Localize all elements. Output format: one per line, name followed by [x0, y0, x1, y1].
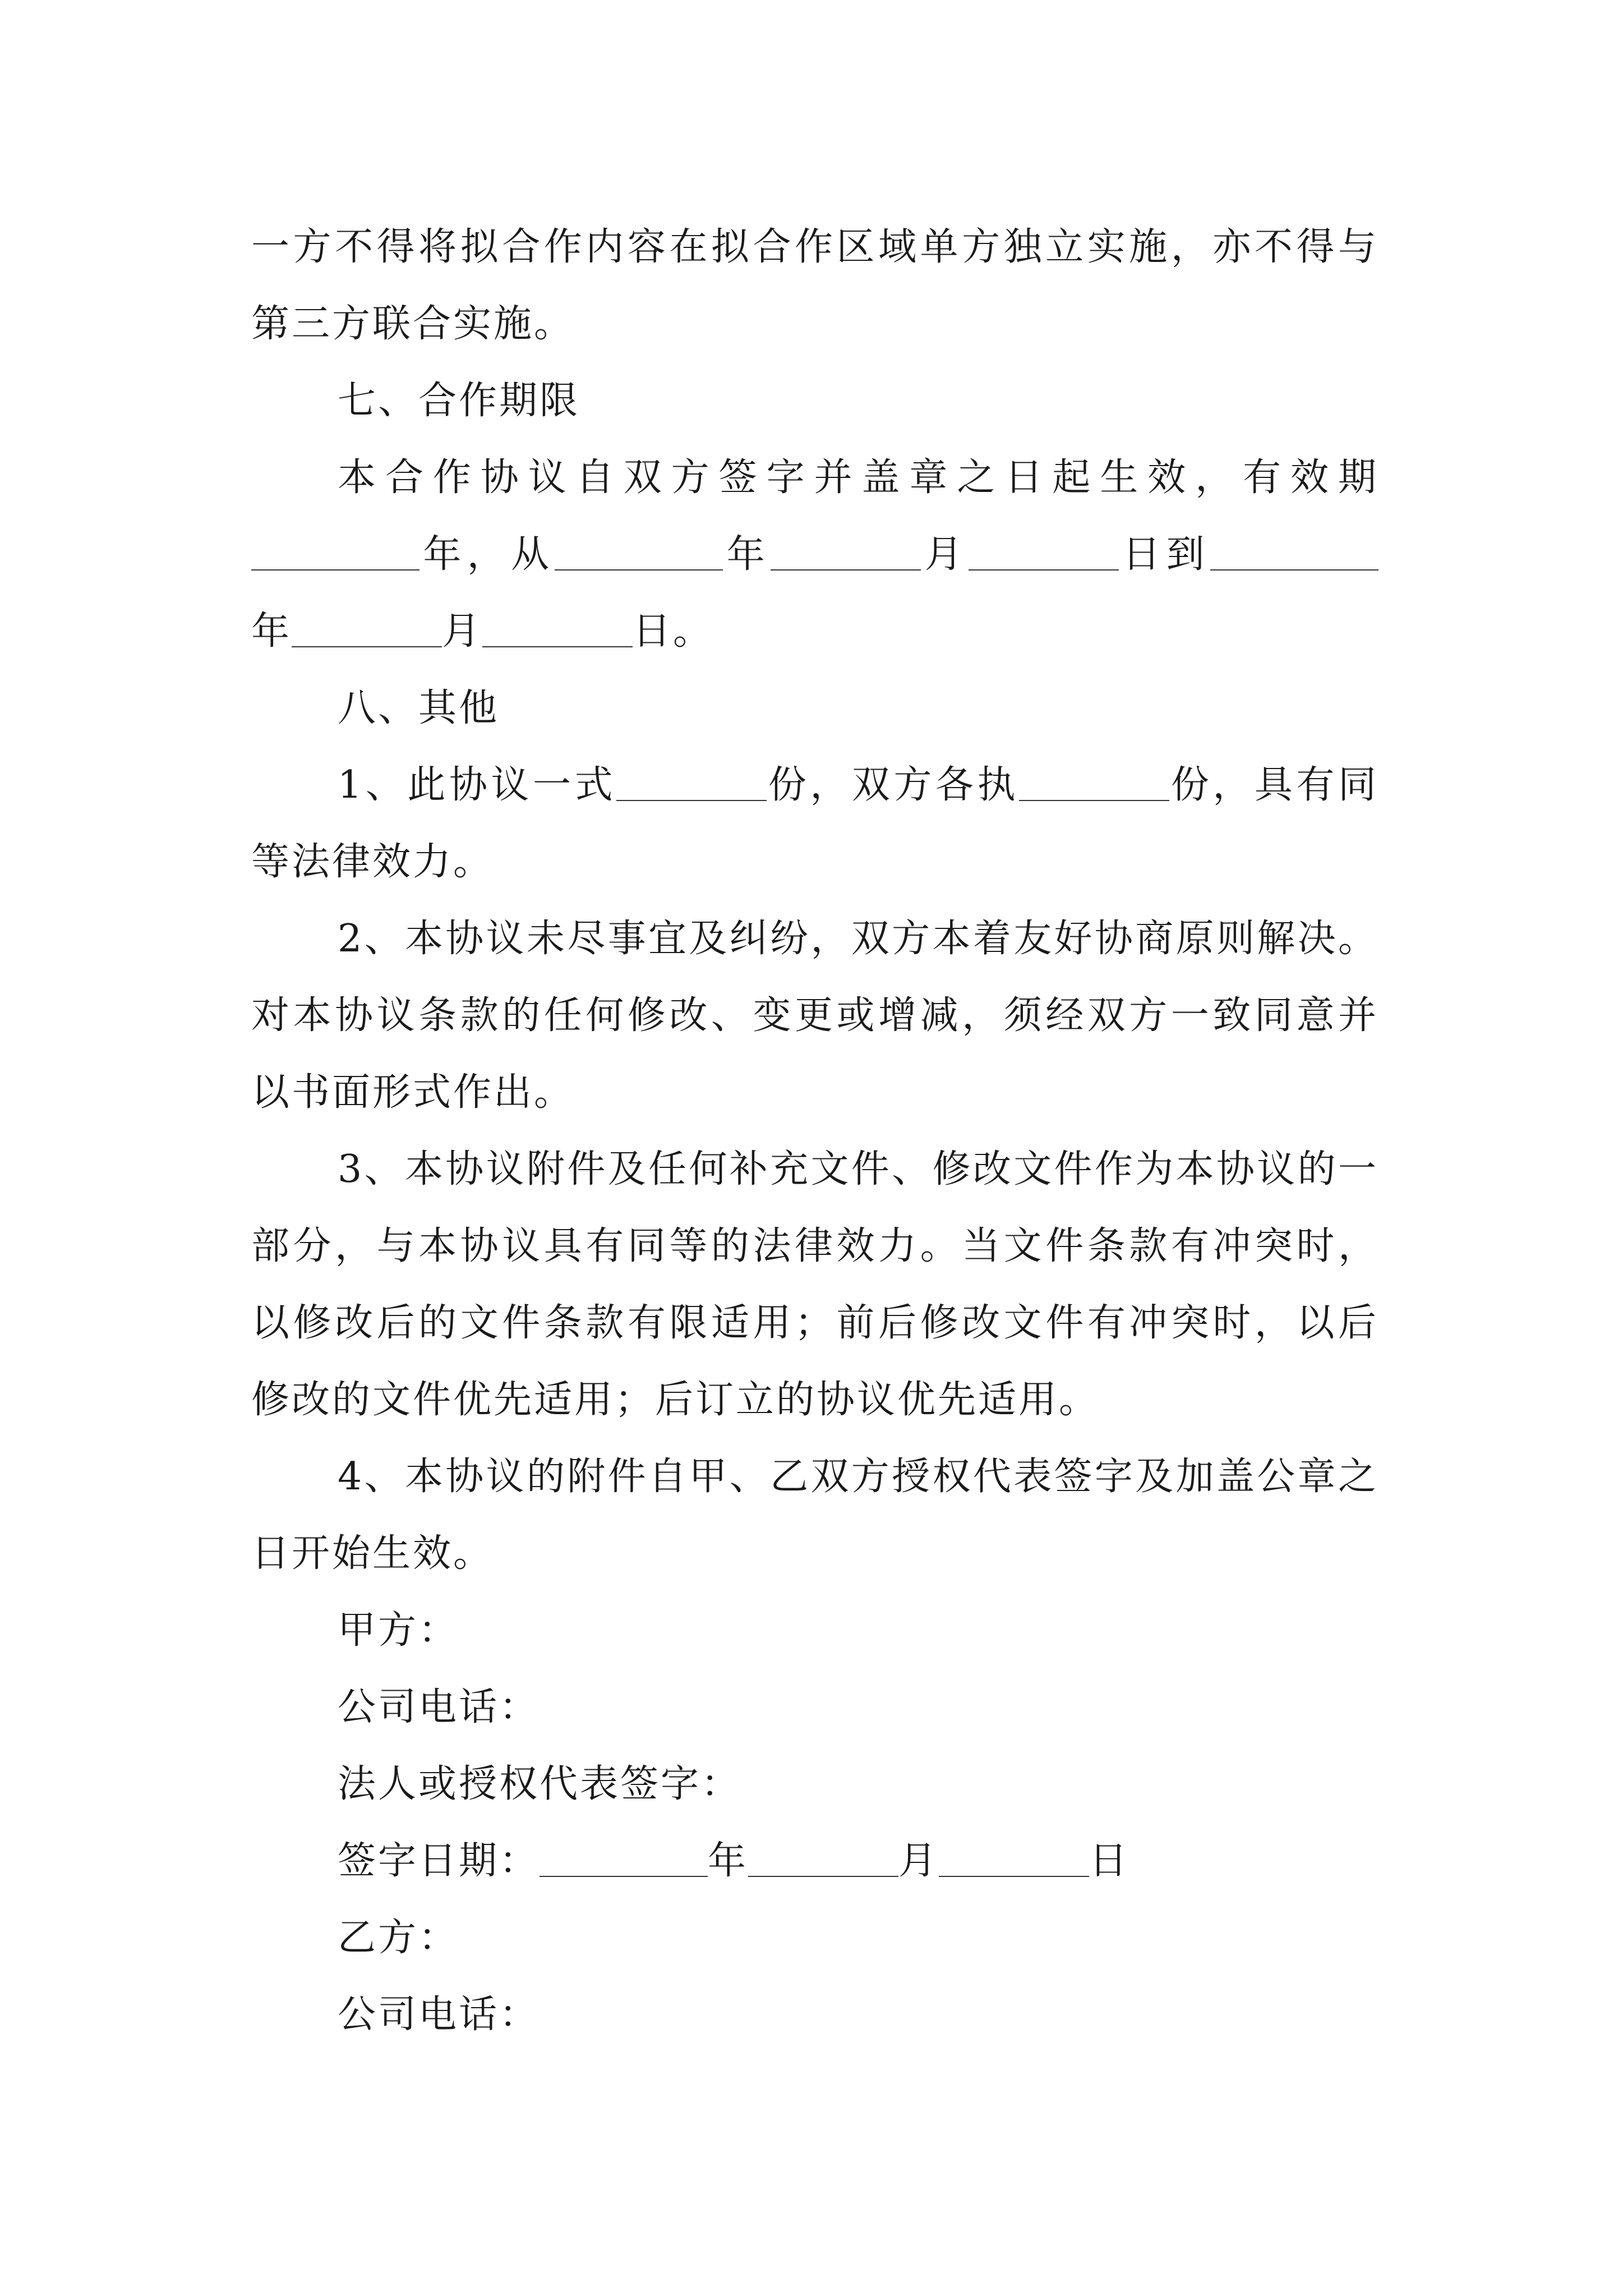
blank-end-year — [1210, 536, 1378, 570]
sign-month-label: 月 — [898, 1839, 939, 1883]
blank-end-day — [482, 613, 633, 647]
blank-copies-each — [1019, 766, 1169, 801]
paragraph-disputes: 2、本协议未尽事宜及纠纷，双方本着友好协商原则解决。对本协议条款的任何修改、变更或增减，须经双方一致同意并以书面形式作出。 — [251, 917, 1378, 1115]
paragraph-attachments: 3、本协议附件及任何补充文件、修改文件作为本协议的一部分，与本协议具有同等的法律效力。当文件条款有冲突时，以修改后的文件条款有限适用；前后修改文件有冲突时，以后修改的文件优先适用；后订立的协议优先适用。 — [251, 1147, 1378, 1422]
copies-text-c: 份，具有同等法律效力。 — [251, 763, 1378, 884]
party-b-phone: 公司电话： — [338, 1993, 540, 2037]
term-years-from: 年，从 — [419, 532, 555, 577]
party-a-phone: 公司电话： — [338, 1685, 540, 1729]
blank-start-year — [555, 536, 723, 570]
end-day-label: 日。 — [633, 609, 714, 654]
blank-term-years — [251, 536, 419, 570]
paragraph-effective: 4、本协议的附件自甲、乙双方授权代表签字及加盖公章之日开始生效。 — [251, 1455, 1378, 1576]
paragraph-copies — [251, 747, 1378, 900]
party-a-representative: 法人或授权代表签字： — [338, 1762, 742, 1806]
blank-sign-month — [748, 1842, 898, 1877]
heading-other: 八、其他 — [338, 686, 500, 730]
paragraph-term — [251, 439, 1378, 670]
party-b-label: 乙方： — [338, 1916, 459, 1960]
sign-day-label: 日 — [1089, 1839, 1130, 1883]
heading-cooperation-term: 七、合作期限 — [338, 379, 580, 423]
blank-start-month — [771, 536, 921, 570]
blank-sign-year — [540, 1842, 708, 1877]
party-a-label: 甲方： — [338, 1608, 459, 1653]
end-month-label: 月 — [442, 609, 483, 654]
paragraph-exclusivity: 一方不得将拟合作内容在拟合作区域单方独立实施，亦不得与第三方联合实施。 — [251, 225, 1378, 346]
copies-text-b: 份，双方各执 — [767, 763, 1020, 807]
document-page — [251, 209, 1378, 2053]
blank-copies-total — [616, 766, 767, 801]
end-year-label: 年 — [251, 609, 292, 654]
copies-text-a: 1、此协议一式 — [338, 763, 617, 807]
blank-end-month — [292, 613, 442, 647]
blank-sign-day — [939, 1842, 1089, 1877]
term-text: 本合作协议自双方签字并盖章之日起生效，有效期 — [338, 455, 1378, 500]
signing-date-label: 签字日期： — [338, 1839, 540, 1883]
sign-year-label: 年 — [708, 1839, 749, 1883]
start-day-label: 日到 — [1118, 532, 1210, 577]
signing-date — [251, 1823, 1378, 1899]
blank-start-day — [969, 536, 1119, 570]
start-year-label: 年 — [723, 532, 771, 577]
start-month-label: 月 — [921, 532, 969, 577]
